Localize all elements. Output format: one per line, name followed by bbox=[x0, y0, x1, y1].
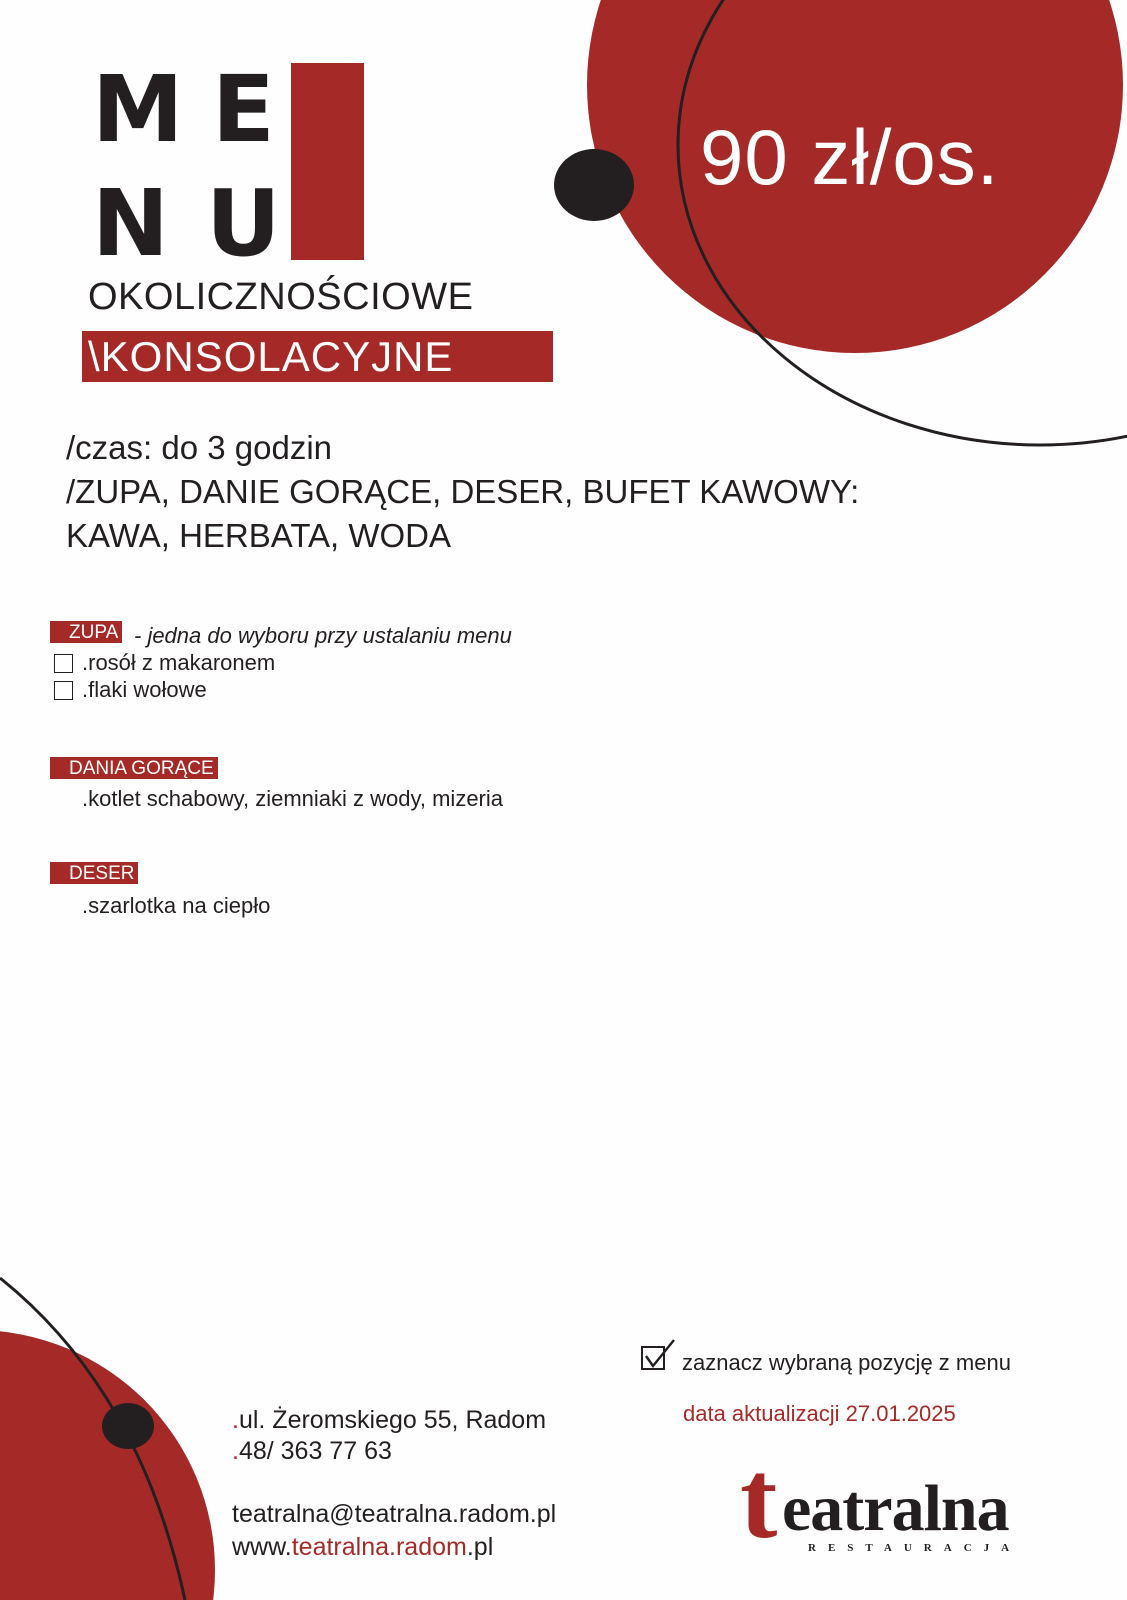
website-prefix: www. bbox=[232, 1533, 292, 1561]
contact-phone bbox=[232, 1437, 392, 1466]
bottom-black-dot bbox=[102, 1403, 154, 1449]
soup-option-checkbox[interactable] bbox=[54, 681, 73, 700]
dessert-item: .szarlotka na ciepło bbox=[82, 893, 271, 918]
legend-text: zaznacz wybraną pozycję z menu bbox=[682, 1350, 1011, 1375]
top-black-dot bbox=[554, 149, 634, 221]
check-icon bbox=[640, 1338, 680, 1374]
address-text: ul. Żeromskiego 55, Radom bbox=[238, 1406, 547, 1434]
restaurant-logo bbox=[740, 1438, 1085, 1562]
title-letter-n: N bbox=[92, 170, 169, 277]
phone-dot: . bbox=[232, 1437, 239, 1465]
menu-subtitle-highlight: \KONSOLACYJNE bbox=[82, 331, 553, 382]
update-date: data aktualizacji 27.01.2025 bbox=[683, 1401, 956, 1426]
section-mains-label: DANIA GORĄCE bbox=[50, 757, 218, 779]
soup-option-checkbox[interactable] bbox=[54, 654, 73, 673]
mains-item: .kotlet schabowy, ziemniaki z wody, mizeria bbox=[82, 786, 503, 811]
section-soup-label: ZUPA bbox=[50, 621, 122, 643]
contact-website[interactable] bbox=[232, 1533, 493, 1562]
title-letter-e: E bbox=[212, 56, 275, 163]
title-letter-m: M bbox=[92, 56, 184, 163]
logo-wordmark: eatralna bbox=[782, 1472, 1009, 1545]
logo-subtitle: RESTAURACJA bbox=[808, 1542, 1022, 1554]
price-per-person: 90 zł/os. bbox=[700, 113, 1000, 201]
address-dot: . bbox=[232, 1406, 239, 1434]
section-dessert-label: DESER bbox=[50, 862, 138, 884]
website-suffix: .pl bbox=[466, 1533, 494, 1561]
menu-subtitle: OKOLICZNOŚCIOWE bbox=[88, 276, 474, 318]
soup-option-label: .rosół z makaronem bbox=[82, 650, 276, 675]
contact-email[interactable]: teatralna@teatralna.radom.pl bbox=[232, 1500, 557, 1528]
logo-initial: t bbox=[740, 1438, 778, 1562]
phone-text: 48/ 363 77 63 bbox=[238, 1437, 392, 1465]
soup-option-label: .flaki wołowe bbox=[82, 677, 207, 702]
section-soup-note: - jedna do wyboru przy ustalaniu menu bbox=[134, 623, 512, 648]
title-accent-bar bbox=[291, 63, 364, 260]
intro-duration: /czas: do 3 godzin bbox=[66, 429, 332, 466]
contact-address bbox=[232, 1406, 546, 1435]
bottom-red-circle bbox=[0, 1330, 215, 1600]
website-domain: teatralna.radom bbox=[291, 1533, 467, 1561]
title-letter-u: U bbox=[206, 170, 281, 277]
intro-drinks: KAWA, HERBATA, WODA bbox=[66, 517, 452, 554]
intro-courses: /ZUPA, DANIE GORĄCE, DESER, BUFET KAWOWY: bbox=[66, 473, 860, 510]
